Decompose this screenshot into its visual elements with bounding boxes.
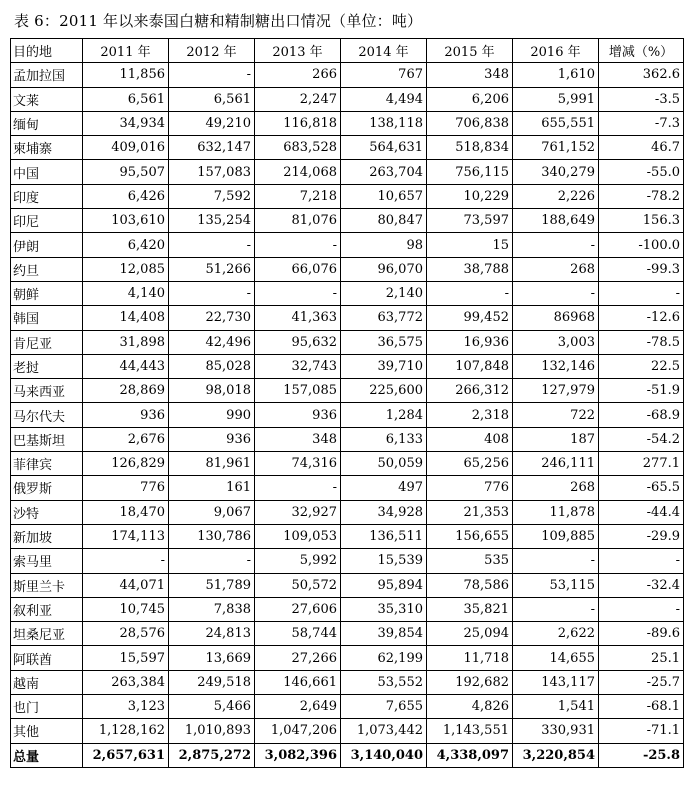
value-cell: 116,818 bbox=[255, 111, 341, 135]
value-cell: 50,572 bbox=[255, 573, 341, 597]
value-cell: -51.9 bbox=[599, 379, 684, 403]
value-cell: 6,426 bbox=[83, 184, 169, 208]
value-cell: 138,118 bbox=[341, 111, 427, 135]
value-cell: - bbox=[599, 281, 684, 305]
table-row bbox=[11, 670, 684, 694]
value-cell: - bbox=[169, 549, 255, 573]
value-cell: 192,682 bbox=[427, 670, 513, 694]
value-cell: -54.2 bbox=[599, 427, 684, 451]
value-cell: - bbox=[169, 233, 255, 257]
destination-cell: 中国 bbox=[11, 160, 83, 184]
value-cell: 39,854 bbox=[341, 622, 427, 646]
value-cell: -78.5 bbox=[599, 330, 684, 354]
destination-cell: 新加坡 bbox=[11, 524, 83, 548]
value-cell: 268 bbox=[513, 476, 599, 500]
value-cell: 936 bbox=[255, 403, 341, 427]
destination-cell: 巴基斯坦 bbox=[11, 427, 83, 451]
value-cell: 36,575 bbox=[341, 330, 427, 354]
total-value: 2,875,272 bbox=[169, 743, 255, 767]
value-cell: 1,047,206 bbox=[255, 719, 341, 743]
value-cell: 15,539 bbox=[341, 549, 427, 573]
value-cell: 107,848 bbox=[427, 354, 513, 378]
value-cell: -55.0 bbox=[599, 160, 684, 184]
value-cell: 86968 bbox=[513, 306, 599, 330]
value-cell: 10,745 bbox=[83, 597, 169, 621]
value-cell: 936 bbox=[83, 403, 169, 427]
value-cell: 10,229 bbox=[427, 184, 513, 208]
value-cell: 7,655 bbox=[341, 695, 427, 719]
destination-cell: 斯里兰卡 bbox=[11, 573, 83, 597]
value-cell: 9,067 bbox=[169, 500, 255, 524]
value-cell: 126,829 bbox=[83, 452, 169, 476]
value-cell: 5,992 bbox=[255, 549, 341, 573]
table-row bbox=[11, 330, 684, 354]
value-cell: 95,894 bbox=[341, 573, 427, 597]
value-cell: 27,606 bbox=[255, 597, 341, 621]
total-value: 3,082,396 bbox=[255, 743, 341, 767]
value-cell: 130,786 bbox=[169, 524, 255, 548]
value-cell: 11,718 bbox=[427, 646, 513, 670]
total-value: 3,220,854 bbox=[513, 743, 599, 767]
value-cell: 246,111 bbox=[513, 452, 599, 476]
value-cell: 58,744 bbox=[255, 622, 341, 646]
value-cell: 157,083 bbox=[169, 160, 255, 184]
value-cell: 1,541 bbox=[513, 695, 599, 719]
destination-cell: 坦桑尼亚 bbox=[11, 622, 83, 646]
value-cell: 25.1 bbox=[599, 646, 684, 670]
value-cell: 32,743 bbox=[255, 354, 341, 378]
value-cell: -100.0 bbox=[599, 233, 684, 257]
total-value: -25.8 bbox=[599, 743, 684, 767]
value-cell: 936 bbox=[169, 427, 255, 451]
value-cell: 103,610 bbox=[83, 209, 169, 233]
destination-cell: 索马里 bbox=[11, 549, 83, 573]
table-row bbox=[11, 427, 684, 451]
table-row bbox=[11, 257, 684, 281]
value-cell: -65.5 bbox=[599, 476, 684, 500]
destination-cell: 马尔代夫 bbox=[11, 403, 83, 427]
table-row bbox=[11, 354, 684, 378]
value-cell: 53,552 bbox=[341, 670, 427, 694]
value-cell: 2,226 bbox=[513, 184, 599, 208]
table-row bbox=[11, 136, 684, 160]
table-row bbox=[11, 184, 684, 208]
value-cell: 143,117 bbox=[513, 670, 599, 694]
value-cell: -32.4 bbox=[599, 573, 684, 597]
value-cell: 27,266 bbox=[255, 646, 341, 670]
value-cell: 135,254 bbox=[169, 209, 255, 233]
value-cell: - bbox=[513, 597, 599, 621]
value-cell: 4,140 bbox=[83, 281, 169, 305]
value-cell: 564,631 bbox=[341, 136, 427, 160]
value-cell: 15 bbox=[427, 233, 513, 257]
value-cell: - bbox=[513, 233, 599, 257]
value-cell: 7,218 bbox=[255, 184, 341, 208]
value-cell: -71.1 bbox=[599, 719, 684, 743]
destination-cell: 缅甸 bbox=[11, 111, 83, 135]
value-cell: 683,528 bbox=[255, 136, 341, 160]
header-change-percent: 增减（%） bbox=[599, 39, 684, 63]
table-row bbox=[11, 500, 684, 524]
value-cell: 25,094 bbox=[427, 622, 513, 646]
value-cell: 18,470 bbox=[83, 500, 169, 524]
value-cell: 32,927 bbox=[255, 500, 341, 524]
destination-cell: 马来西亚 bbox=[11, 379, 83, 403]
total-value: 4,338,097 bbox=[427, 743, 513, 767]
value-cell: 13,669 bbox=[169, 646, 255, 670]
value-cell: 38,788 bbox=[427, 257, 513, 281]
destination-cell: 孟加拉国 bbox=[11, 63, 83, 87]
table-row bbox=[11, 719, 684, 743]
table-row bbox=[11, 160, 684, 184]
value-cell: 35,821 bbox=[427, 597, 513, 621]
value-cell: 132,146 bbox=[513, 354, 599, 378]
value-cell: 655,551 bbox=[513, 111, 599, 135]
value-cell: 96,070 bbox=[341, 257, 427, 281]
value-cell: 1,284 bbox=[341, 403, 427, 427]
value-cell: 157,085 bbox=[255, 379, 341, 403]
table-row bbox=[11, 306, 684, 330]
value-cell: - bbox=[599, 549, 684, 573]
value-cell: 266,312 bbox=[427, 379, 513, 403]
value-cell: 21,353 bbox=[427, 500, 513, 524]
value-cell: 249,518 bbox=[169, 670, 255, 694]
value-cell: 2,649 bbox=[255, 695, 341, 719]
value-cell: 409,016 bbox=[83, 136, 169, 160]
sugar-export-table bbox=[10, 38, 684, 768]
header-year-3: 2013 年 bbox=[255, 39, 341, 63]
value-cell: 81,961 bbox=[169, 452, 255, 476]
value-cell: - bbox=[169, 281, 255, 305]
value-cell: 497 bbox=[341, 476, 427, 500]
destination-cell: 也门 bbox=[11, 695, 83, 719]
value-cell: 722 bbox=[513, 403, 599, 427]
value-cell: 28,576 bbox=[83, 622, 169, 646]
value-cell: 109,885 bbox=[513, 524, 599, 548]
value-cell: 14,408 bbox=[83, 306, 169, 330]
value-cell: 41,363 bbox=[255, 306, 341, 330]
value-cell: -12.6 bbox=[599, 306, 684, 330]
value-cell: 4,494 bbox=[341, 87, 427, 111]
value-cell: -78.2 bbox=[599, 184, 684, 208]
value-cell: 46.7 bbox=[599, 136, 684, 160]
value-cell: 263,384 bbox=[83, 670, 169, 694]
value-cell: - bbox=[83, 549, 169, 573]
value-cell: 776 bbox=[427, 476, 513, 500]
value-cell: - bbox=[513, 281, 599, 305]
value-cell: 5,466 bbox=[169, 695, 255, 719]
value-cell: 63,772 bbox=[341, 306, 427, 330]
value-cell: 22,730 bbox=[169, 306, 255, 330]
value-cell: - bbox=[169, 63, 255, 87]
value-cell: 73,597 bbox=[427, 209, 513, 233]
value-cell: 51,266 bbox=[169, 257, 255, 281]
value-cell: - bbox=[255, 281, 341, 305]
table-row bbox=[11, 452, 684, 476]
table-row bbox=[11, 622, 684, 646]
value-cell: -7.3 bbox=[599, 111, 684, 135]
destination-cell: 肯尼亚 bbox=[11, 330, 83, 354]
value-cell: 85,028 bbox=[169, 354, 255, 378]
value-cell: 80,847 bbox=[341, 209, 427, 233]
value-cell: -25.7 bbox=[599, 670, 684, 694]
destination-cell: 印度 bbox=[11, 184, 83, 208]
value-cell: 767 bbox=[341, 63, 427, 87]
value-cell: 34,934 bbox=[83, 111, 169, 135]
value-cell: 95,507 bbox=[83, 160, 169, 184]
value-cell: 14,655 bbox=[513, 646, 599, 670]
value-cell: 1,073,442 bbox=[341, 719, 427, 743]
value-cell: 161 bbox=[169, 476, 255, 500]
value-cell: 49,210 bbox=[169, 111, 255, 135]
value-cell: 6,206 bbox=[427, 87, 513, 111]
value-cell: 50,059 bbox=[341, 452, 427, 476]
value-cell: 53,115 bbox=[513, 573, 599, 597]
value-cell: 6,420 bbox=[83, 233, 169, 257]
value-cell: 1,143,551 bbox=[427, 719, 513, 743]
value-cell: 74,316 bbox=[255, 452, 341, 476]
value-cell: -3.5 bbox=[599, 87, 684, 111]
table-row bbox=[11, 87, 684, 111]
table-row bbox=[11, 63, 684, 87]
value-cell: 65,256 bbox=[427, 452, 513, 476]
table-row bbox=[11, 209, 684, 233]
value-cell: 1,610 bbox=[513, 63, 599, 87]
destination-cell: 韩国 bbox=[11, 306, 83, 330]
value-cell: -68.1 bbox=[599, 695, 684, 719]
value-cell: 99,452 bbox=[427, 306, 513, 330]
value-cell: 1,010,893 bbox=[169, 719, 255, 743]
value-cell: 44,071 bbox=[83, 573, 169, 597]
table-caption: 表 6：2011 年以来泰国白糖和精制糖出口情况（单位：吨） bbox=[14, 12, 423, 30]
value-cell: 187 bbox=[513, 427, 599, 451]
value-cell: -99.3 bbox=[599, 257, 684, 281]
table-row bbox=[11, 476, 684, 500]
header-row bbox=[11, 39, 684, 63]
table-row bbox=[11, 111, 684, 135]
destination-cell: 朝鲜 bbox=[11, 281, 83, 305]
value-cell: 263,704 bbox=[341, 160, 427, 184]
value-cell: 330,931 bbox=[513, 719, 599, 743]
value-cell: -89.6 bbox=[599, 622, 684, 646]
destination-cell: 阿联酋 bbox=[11, 646, 83, 670]
value-cell: 35,310 bbox=[341, 597, 427, 621]
value-cell: 2,622 bbox=[513, 622, 599, 646]
header-destination: 目的地 bbox=[11, 39, 83, 63]
value-cell: 2,318 bbox=[427, 403, 513, 427]
value-cell: 6,561 bbox=[83, 87, 169, 111]
value-cell: 78,586 bbox=[427, 573, 513, 597]
total-row bbox=[11, 743, 684, 767]
total-value: 3,140,040 bbox=[341, 743, 427, 767]
header-year-5: 2015 年 bbox=[427, 39, 513, 63]
destination-cell: 沙特 bbox=[11, 500, 83, 524]
value-cell: 44,443 bbox=[83, 354, 169, 378]
value-cell: 42,496 bbox=[169, 330, 255, 354]
table-row bbox=[11, 695, 684, 719]
value-cell: 277.1 bbox=[599, 452, 684, 476]
value-cell: 632,147 bbox=[169, 136, 255, 160]
value-cell: 127,979 bbox=[513, 379, 599, 403]
destination-cell: 印尼 bbox=[11, 209, 83, 233]
value-cell: 31,898 bbox=[83, 330, 169, 354]
value-cell: 98,018 bbox=[169, 379, 255, 403]
value-cell: 2,676 bbox=[83, 427, 169, 451]
destination-cell: 菲律宾 bbox=[11, 452, 83, 476]
value-cell: 156,655 bbox=[427, 524, 513, 548]
destination-cell: 俄罗斯 bbox=[11, 476, 83, 500]
value-cell: 146,661 bbox=[255, 670, 341, 694]
value-cell: 24,813 bbox=[169, 622, 255, 646]
value-cell: 16,936 bbox=[427, 330, 513, 354]
header-year-1: 2011 年 bbox=[83, 39, 169, 63]
table-row bbox=[11, 281, 684, 305]
value-cell: 39,710 bbox=[341, 354, 427, 378]
value-cell: -44.4 bbox=[599, 500, 684, 524]
value-cell: 188,649 bbox=[513, 209, 599, 233]
value-cell: 109,053 bbox=[255, 524, 341, 548]
value-cell: 6,561 bbox=[169, 87, 255, 111]
value-cell: 136,511 bbox=[341, 524, 427, 548]
value-cell: 22.5 bbox=[599, 354, 684, 378]
value-cell: - bbox=[427, 281, 513, 305]
value-cell: 348 bbox=[427, 63, 513, 87]
value-cell: 95,632 bbox=[255, 330, 341, 354]
value-cell: 756,115 bbox=[427, 160, 513, 184]
value-cell: 266 bbox=[255, 63, 341, 87]
value-cell: - bbox=[599, 597, 684, 621]
value-cell: - bbox=[513, 549, 599, 573]
value-cell: 156.3 bbox=[599, 209, 684, 233]
header-year-6: 2016 年 bbox=[513, 39, 599, 63]
value-cell: -68.9 bbox=[599, 403, 684, 427]
value-cell: 535 bbox=[427, 549, 513, 573]
value-cell: 10,657 bbox=[341, 184, 427, 208]
value-cell: - bbox=[255, 233, 341, 257]
value-cell: 2,247 bbox=[255, 87, 341, 111]
table-row bbox=[11, 403, 684, 427]
value-cell: 761,152 bbox=[513, 136, 599, 160]
destination-cell: 叙利亚 bbox=[11, 597, 83, 621]
value-cell: 362.6 bbox=[599, 63, 684, 87]
total-value: 2,657,631 bbox=[83, 743, 169, 767]
value-cell: 348 bbox=[255, 427, 341, 451]
value-cell: 7,592 bbox=[169, 184, 255, 208]
value-cell: 15,597 bbox=[83, 646, 169, 670]
value-cell: 776 bbox=[83, 476, 169, 500]
value-cell: -29.9 bbox=[599, 524, 684, 548]
value-cell: 5,991 bbox=[513, 87, 599, 111]
table-row bbox=[11, 379, 684, 403]
value-cell: 2,140 bbox=[341, 281, 427, 305]
destination-cell: 伊朗 bbox=[11, 233, 83, 257]
value-cell: 4,826 bbox=[427, 695, 513, 719]
value-cell: 518,834 bbox=[427, 136, 513, 160]
total-label: 总量 bbox=[11, 743, 83, 767]
value-cell: 706,838 bbox=[427, 111, 513, 135]
value-cell: 340,279 bbox=[513, 160, 599, 184]
value-cell: 214,068 bbox=[255, 160, 341, 184]
value-cell: 11,856 bbox=[83, 63, 169, 87]
destination-cell: 柬埔寨 bbox=[11, 136, 83, 160]
destination-cell: 老挝 bbox=[11, 354, 83, 378]
value-cell: 34,928 bbox=[341, 500, 427, 524]
value-cell: 98 bbox=[341, 233, 427, 257]
value-cell: 3,003 bbox=[513, 330, 599, 354]
value-cell: 3,123 bbox=[83, 695, 169, 719]
value-cell: 6,133 bbox=[341, 427, 427, 451]
table-row bbox=[11, 573, 684, 597]
value-cell: 174,113 bbox=[83, 524, 169, 548]
value-cell: 990 bbox=[169, 403, 255, 427]
value-cell: 66,076 bbox=[255, 257, 341, 281]
value-cell: 225,600 bbox=[341, 379, 427, 403]
value-cell: 28,869 bbox=[83, 379, 169, 403]
value-cell: 11,878 bbox=[513, 500, 599, 524]
header-year-2: 2012 年 bbox=[169, 39, 255, 63]
table-body bbox=[11, 63, 684, 768]
table-row bbox=[11, 597, 684, 621]
value-cell: 51,789 bbox=[169, 573, 255, 597]
header-year-4: 2014 年 bbox=[341, 39, 427, 63]
table-row bbox=[11, 233, 684, 257]
value-cell: 268 bbox=[513, 257, 599, 281]
destination-cell: 越南 bbox=[11, 670, 83, 694]
destination-cell: 文莱 bbox=[11, 87, 83, 111]
destination-cell: 其他 bbox=[11, 719, 83, 743]
value-cell: 408 bbox=[427, 427, 513, 451]
destination-cell: 约旦 bbox=[11, 257, 83, 281]
value-cell: 62,199 bbox=[341, 646, 427, 670]
value-cell: - bbox=[255, 476, 341, 500]
table-row bbox=[11, 524, 684, 548]
table-row bbox=[11, 646, 684, 670]
value-cell: 12,085 bbox=[83, 257, 169, 281]
table-row bbox=[11, 549, 684, 573]
value-cell: 1,128,162 bbox=[83, 719, 169, 743]
value-cell: 7,838 bbox=[169, 597, 255, 621]
value-cell: 81,076 bbox=[255, 209, 341, 233]
